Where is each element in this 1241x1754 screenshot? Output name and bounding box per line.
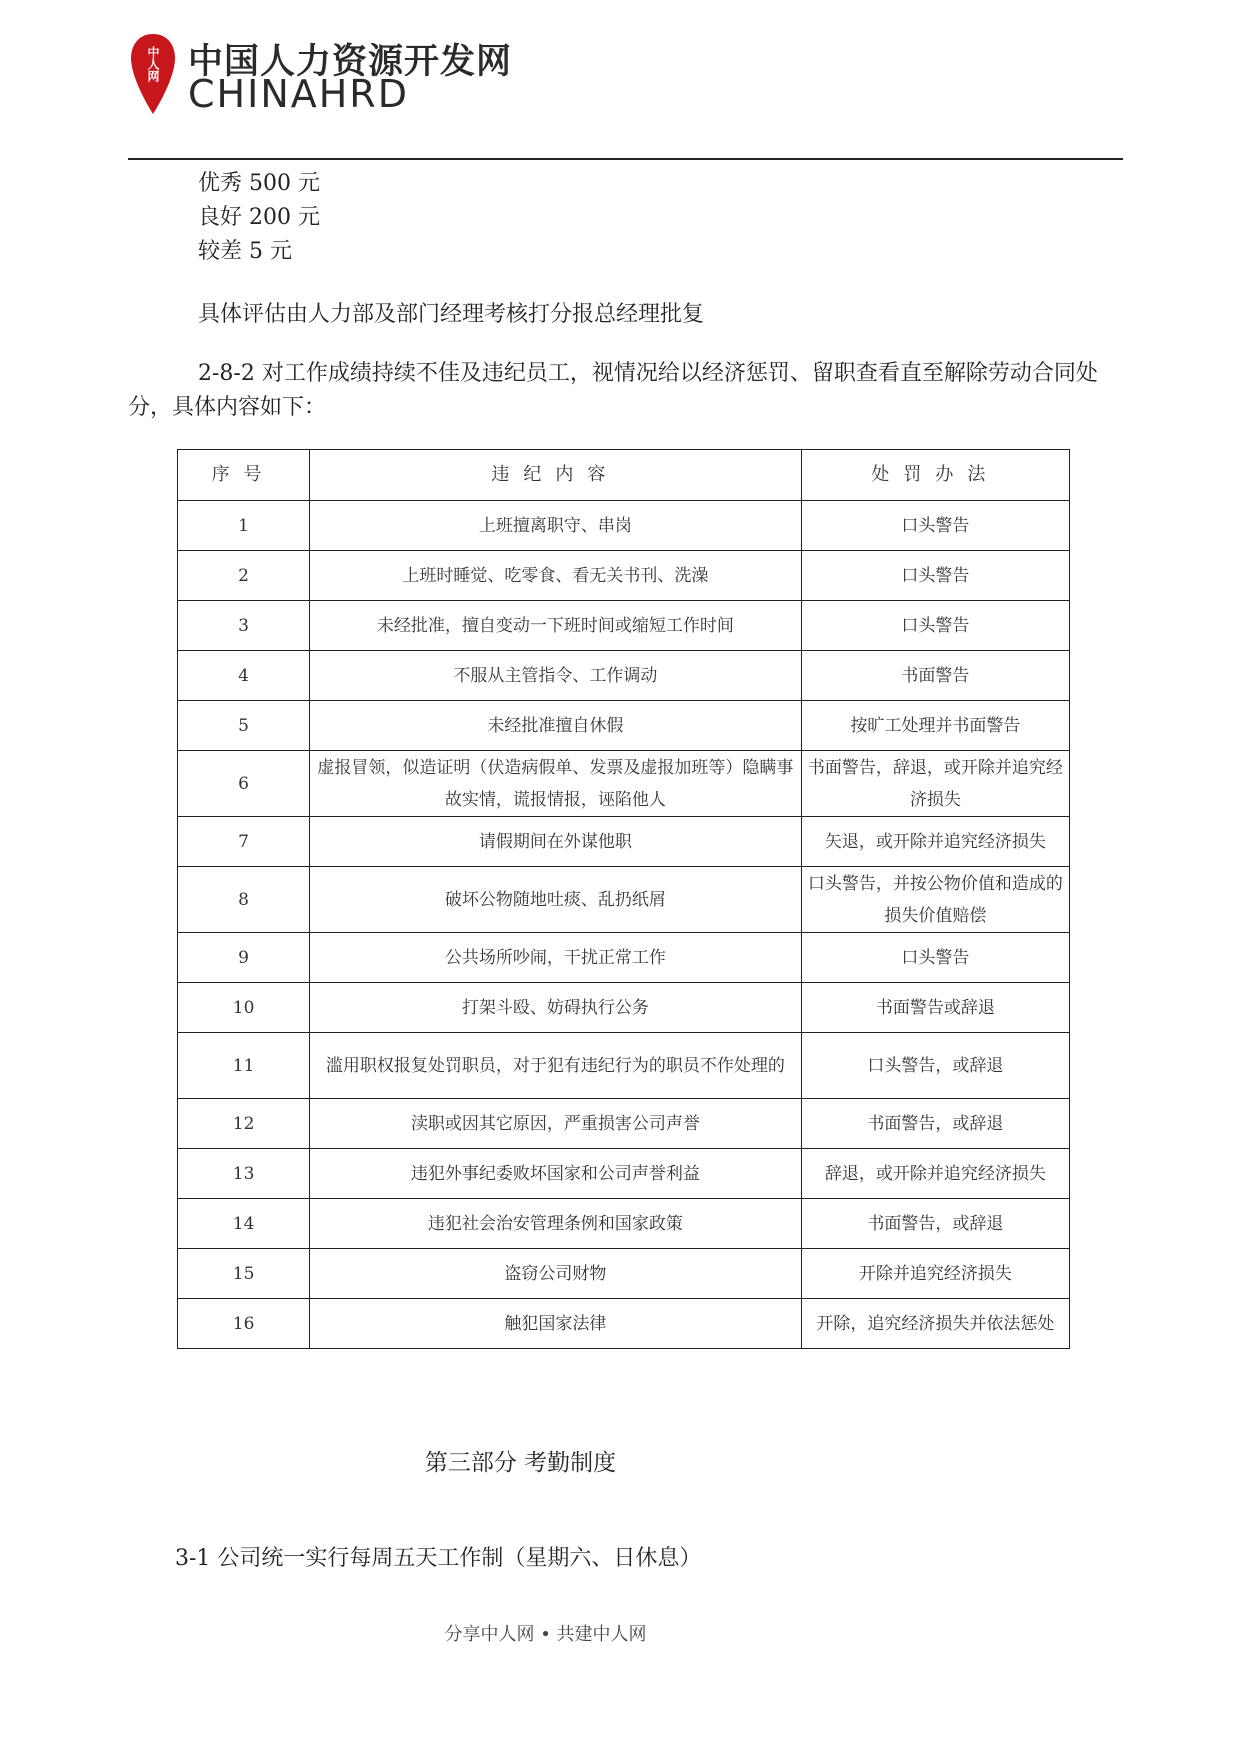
row-no: 16 xyxy=(178,1299,310,1349)
row-content: 违犯社会治安管理条例和国家政策 xyxy=(310,1199,802,1249)
header-divider xyxy=(128,158,1123,160)
table-row xyxy=(178,651,1070,701)
row-content: 请假期间在外谋他职 xyxy=(310,817,802,867)
row-penalty: 口头警告 xyxy=(801,501,1069,551)
row-no: 14 xyxy=(178,1199,310,1249)
row-penalty: 书面警告，辞退，或开除并追究经济损失 xyxy=(801,751,1069,817)
table-row xyxy=(178,933,1070,983)
row-content: 破坏公物随地吐痰、乱扔纸屑 xyxy=(310,867,802,933)
row-no: 12 xyxy=(178,1099,310,1149)
row-content: 公共场所吵闹，干扰正常工作 xyxy=(310,933,802,983)
row-no: 7 xyxy=(178,817,310,867)
row-penalty: 口头警告，并按公物价值和造成的损失价值赔偿 xyxy=(801,867,1069,933)
row-no: 2 xyxy=(178,551,310,601)
table-row xyxy=(178,1033,1070,1099)
row-content: 打架斗殴、妨碍执行公务 xyxy=(310,983,802,1033)
row-no: 9 xyxy=(178,933,310,983)
table-row xyxy=(178,1099,1070,1149)
part-three-title: 第三部分 考勤制度 xyxy=(424,1450,617,1476)
row-content: 渎职或因其它原因，严重损害公司声誉 xyxy=(310,1099,802,1149)
row-no: 10 xyxy=(178,983,310,1033)
row-no: 15 xyxy=(178,1249,310,1299)
row-penalty: 书面警告 xyxy=(801,651,1069,701)
row-no: 4 xyxy=(178,651,310,701)
bonus-line-poor: 较差 5 元 xyxy=(198,239,292,264)
table-row xyxy=(178,867,1070,933)
table-row xyxy=(178,1149,1070,1199)
row-content: 滥用职权报复处罚职员，对于犯有违纪行为的职员不作处理的 xyxy=(310,1033,802,1099)
row-penalty: 开除并追究经济损失 xyxy=(801,1249,1069,1299)
row-content: 违犯外事纪委败坏国家和公司声誉利益 xyxy=(310,1149,802,1199)
row-penalty: 按旷工处理并书面警告 xyxy=(801,701,1069,751)
table-row xyxy=(178,501,1070,551)
table-row xyxy=(178,601,1070,651)
row-content: 上班时睡觉、吃零食、看无关书刊、洗澡 xyxy=(310,551,802,601)
header-penalty: 处罚办法 xyxy=(801,450,1069,501)
row-content: 不服从主管指令、工作调动 xyxy=(310,651,802,701)
row-penalty: 辞退，或开除并追究经济损失 xyxy=(801,1149,1069,1199)
row-no: 3 xyxy=(178,601,310,651)
discipline-table xyxy=(177,449,1070,1349)
table-row xyxy=(178,1249,1070,1299)
bonus-line-good: 良好 200 元 xyxy=(198,205,320,230)
row-penalty: 书面警告或辞退 xyxy=(801,983,1069,1033)
row-no: 1 xyxy=(178,501,310,551)
row-content: 触犯国家法律 xyxy=(310,1299,802,1349)
clause-2-8-2: 2-8-2 对工作成绩持续不佳及违纪员工，视情况给以经济惩罚、留职查看直至解除劳动合同处分，具体内容如下： xyxy=(128,361,1098,420)
table-row xyxy=(178,701,1070,751)
evaluation-note: 具体评估由人力部及部门经理考核打分报总经理批复 xyxy=(198,302,705,327)
logo-chinese-name: 中国人力资源开发网 xyxy=(188,42,513,82)
header-no: 序号 xyxy=(178,450,310,501)
table-header-row xyxy=(178,450,1070,501)
table-row xyxy=(178,1199,1070,1249)
row-no: 6 xyxy=(178,751,310,817)
bonus-line-excellent: 优秀 500 元 xyxy=(198,171,320,196)
table-row xyxy=(178,751,1070,817)
table-row xyxy=(178,817,1070,867)
row-no: 8 xyxy=(178,867,310,933)
row-penalty: 书面警告，或辞退 xyxy=(801,1099,1069,1149)
row-content: 虚报冒领，似造证明（伏造病假单、发票及虚报加班等）隐瞒事故实情，谎报情报，诬陷他人 xyxy=(310,751,802,817)
chinahrd-logo xyxy=(128,32,528,116)
logo-mark-text: 中人网 xyxy=(146,46,160,82)
row-content: 盗窃公司财物 xyxy=(310,1249,802,1299)
logo-mark-icon xyxy=(128,32,178,116)
row-penalty: 口头警告 xyxy=(801,551,1069,601)
page-footer: 分享中人网 • 共建中人网 xyxy=(444,1624,647,1645)
row-penalty: 口头警告 xyxy=(801,601,1069,651)
row-no: 5 xyxy=(178,701,310,751)
row-penalty: 口头警告 xyxy=(801,933,1069,983)
table-row xyxy=(178,551,1070,601)
row-content: 未经批准，擅自变动一下班时间或缩短工作时间 xyxy=(310,601,802,651)
table-row xyxy=(178,983,1070,1033)
header-content: 违纪内容 xyxy=(310,450,802,501)
row-content: 上班擅离职守、串岗 xyxy=(310,501,802,551)
row-penalty: 口头警告，或辞退 xyxy=(801,1033,1069,1099)
row-no: 11 xyxy=(178,1033,310,1099)
row-content: 未经批准擅自休假 xyxy=(310,701,802,751)
table-row xyxy=(178,1299,1070,1349)
row-no: 13 xyxy=(178,1149,310,1199)
row-penalty: 矢退，或开除并追究经济损失 xyxy=(801,817,1069,867)
clause-3-1: 3-1 公司统一实行每周五天工作制（星期六、日休息） xyxy=(175,1546,702,1571)
logo-english-name: CHINAHRD xyxy=(188,72,409,116)
row-penalty: 书面警告，或辞退 xyxy=(801,1199,1069,1249)
row-penalty: 开除，追究经济损失并依法惩处 xyxy=(801,1299,1069,1349)
